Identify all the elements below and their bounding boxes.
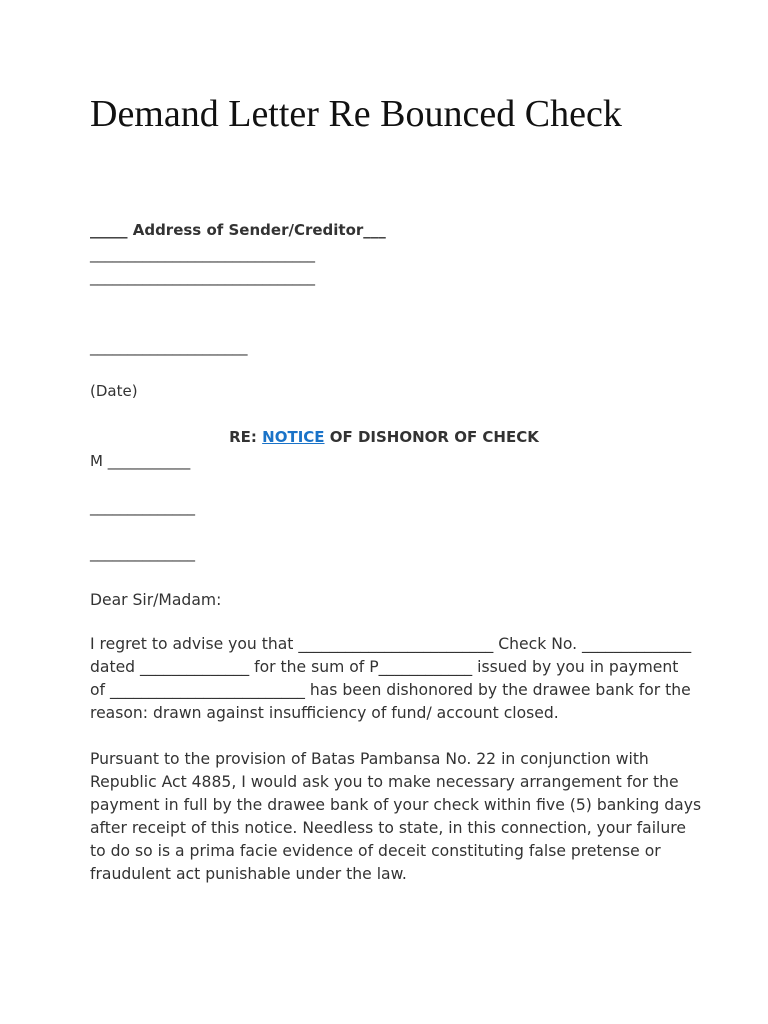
paragraph-1-line: of _________________________ has been dishonored by the drawee bank for the [90, 681, 691, 699]
paragraph-2-line: to do so is a prima facie evidence of deceit constituting false pretense or [90, 842, 661, 860]
subject-suffix: OF DISHONOR OF CHECK [324, 428, 539, 446]
paragraph-2-line: payment in full by the drawee bank of your check within five (5) banking days [90, 796, 702, 814]
subject-line [0, 426, 768, 448]
subject-prefix: RE: [229, 428, 263, 446]
date-blank: _____________________ [90, 338, 248, 356]
document-title: Demand Letter Re Bounced Check [90, 93, 622, 135]
paragraph-2-line: Pursuant to the provision of Batas Pambansa No. 22 in conjunction with [90, 750, 649, 768]
sender-address-blank-1: ______________________________ [90, 245, 315, 263]
notice-link[interactable]: NOTICE [262, 428, 325, 446]
date-label: (Date) [90, 382, 138, 400]
addressee-blank-1: ______________ [90, 498, 195, 516]
paragraph-1-line: I regret to advise you that _________________________ Check No. ______________ [90, 635, 692, 653]
paragraph-2 [90, 748, 702, 886]
salutation: Dear Sir/Madam: [90, 591, 222, 609]
sender-address-line: _____ Address of Sender/Creditor___ [90, 221, 386, 239]
paragraph-1-line: dated ______________ for the sum of P____________ issued by you in payment [90, 658, 679, 676]
paragraph-2-line: fraudulent act punishable under the law. [90, 865, 407, 883]
paragraph-1-line: reason: drawn against insufficiency of fund/ account closed. [90, 704, 559, 722]
sender-address-blank-2: ______________________________ [90, 268, 315, 286]
paragraph-1 [90, 633, 690, 725]
addressee-blank-2: ______________ [90, 544, 195, 562]
paragraph-2-line: Republic Act 4885, I would ask you to make necessary arrangement for the [90, 773, 679, 791]
addressee-line: M ___________ [90, 452, 191, 470]
paragraph-2-line: after receipt of this notice. Needless to state, in this connection, your failure [90, 819, 686, 837]
